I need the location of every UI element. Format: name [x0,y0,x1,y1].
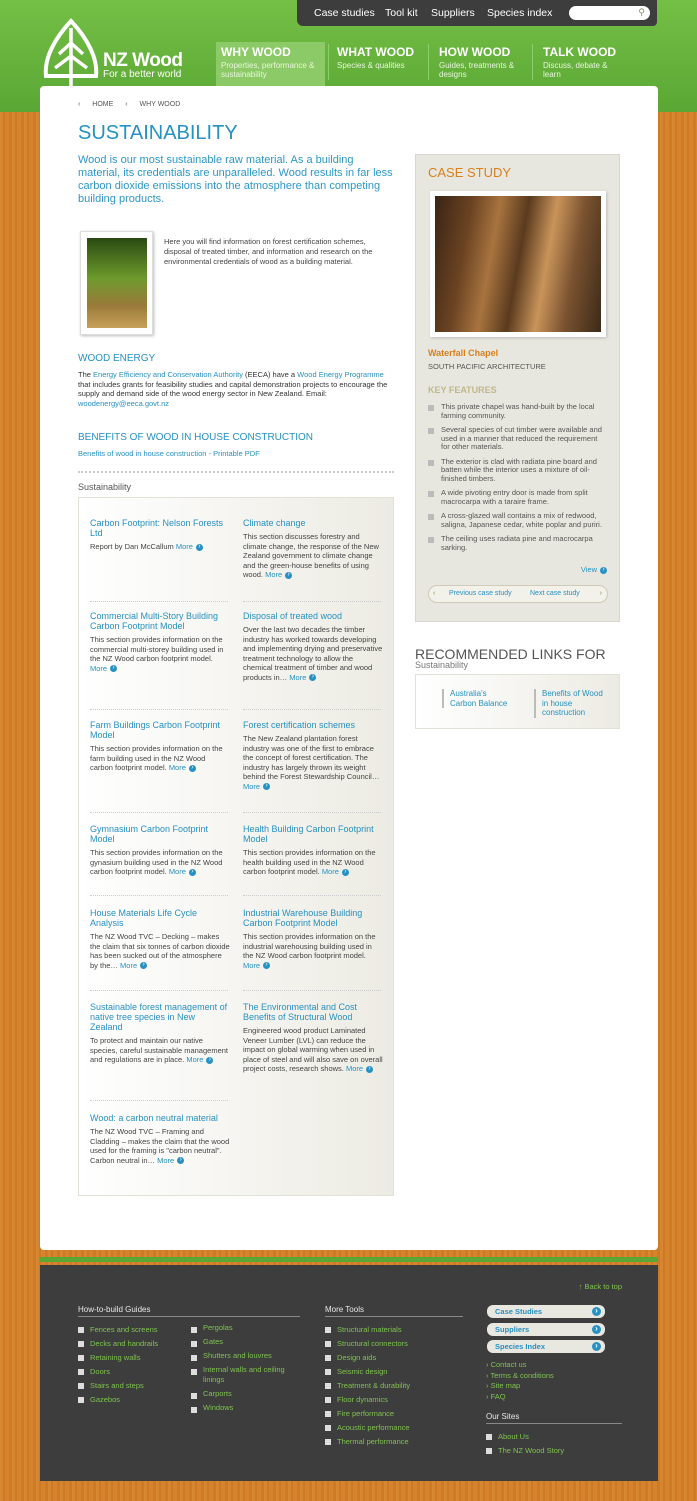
utility-bar [297,0,657,26]
feature-item: This private chapel was hand-built by the local farming community. [428,403,608,420]
topic-desc: To protect and maintain our native species, careful sustainable management and regulations are in place. More › [90,1036,230,1065]
feature-item: A cross-glazed wall contains a mix of redwood, saligna, Japanese cedar, white poplar and puriri. [428,512,608,529]
nav-what-wood[interactable] [332,42,428,87]
guide-link[interactable]: Shutters and louvres [191,1351,296,1361]
site-link[interactable]: The NZ Wood Story [486,1444,622,1458]
previous-case-study-link[interactable]: Previous case study [449,590,512,597]
topic-desc: The NZ Wood TVC – Decking – makes the claim that six tonnes of carbon dioxide has been sucked out of the atmosphere by the… More › [90,932,230,970]
sites-list [486,1430,622,1458]
recommended-link[interactable]: Benefits of Wood in house construction [534,689,604,718]
guides-list-a [78,1323,178,1407]
breadcrumb-home[interactable]: HOME [92,101,114,108]
case-study-title[interactable]: Waterfall Chapel [428,348,499,358]
nav-talk-wood-title: TALK WOOD [543,45,617,59]
topic-title[interactable]: Wood: a carbon neutral material [90,1113,218,1123]
topic-desc: The New Zealand plantation forest industry was one of the first to embrace the concept of forest certification. The industry has largely thrown its weight behind the Forest Stewardship Council… More › [243,734,383,791]
nav-why-wood[interactable] [216,42,325,87]
more-link[interactable]: More › [243,782,270,791]
logo-name[interactable]: NZ Wood [103,50,183,71]
guide-link[interactable]: Pergolas [191,1323,296,1333]
breadcrumb-chevron-icon: ‹ [125,101,128,108]
more-link[interactable]: More › [265,570,292,579]
nav-why-wood-sub: Properties, performance & sustainability [221,61,315,79]
intro-text: Wood is our most sustainable raw material. As a building material, its credentials are unparalleled. Wood results in far less carbon dioxide emissions into the atmosphere than competing building products. [78,154,393,205]
divider [90,1100,228,1101]
more-link[interactable]: More › [289,673,316,682]
topic-title[interactable]: Disposal of treated wood [243,611,343,621]
recommended-sub: Sustainability [415,660,469,670]
guide-link[interactable]: Fences and screens [78,1323,178,1337]
tool-link[interactable]: Acoustic performance [325,1421,463,1435]
case-study-pager [428,585,608,603]
case-study-heading: CASE STUDY [428,165,512,180]
breadcrumb-why-wood[interactable]: WHY WOOD [139,101,181,108]
util-case-studies[interactable]: Case studies [314,7,375,19]
topic-title[interactable]: Health Building Carbon Footprint Model [243,824,374,844]
divider [78,1316,300,1317]
more-link[interactable]: More › [346,1064,373,1073]
feature-item: Several species of cut timber were available and used in a manner that reduced the requirement for other materials. [428,426,608,452]
recommended-link[interactable]: Australia's Carbon Balance [442,689,512,708]
guide-link[interactable]: Retaining walls [78,1351,178,1365]
nav-what-wood-title: WHAT WOOD [337,45,415,59]
divider [243,895,381,896]
section-label: Sustainability [78,482,132,492]
nav-talk-wood[interactable] [538,42,628,87]
benefits-pdf-link[interactable]: Benefits of wood in house construction - Printable PDF [78,449,260,458]
guide-link[interactable]: Internal walls and ceiling linings [191,1365,296,1385]
nav-how-wood-sub: Guides, treatments & designs [439,61,515,79]
more-link[interactable]: More › [90,664,117,673]
next-case-study-link[interactable]: Next case study [530,590,580,597]
wood-energy-text [78,370,396,408]
util-tool-kit[interactable]: Tool kit [385,7,418,19]
list-item [243,1002,383,1074]
wood-energy-heading: WOOD ENERGY [78,353,156,364]
guide-link[interactable]: Gates [191,1337,296,1347]
topic-desc: Report by Dan McCallum More › [90,542,230,552]
list-item [90,1002,230,1065]
species-index-button[interactable]: Species Index › [487,1340,605,1353]
eeca-link[interactable]: Energy Efficiency and Conservation Authority [93,370,243,379]
case-studies-button[interactable]: Case Studies › [487,1305,605,1318]
footer-small-links [486,1360,554,1402]
tool-link[interactable]: Fire performance [325,1407,463,1421]
topic-desc: This section provides information on the industrial warehousing building used in the NZ Wood carbon footprint model. More › [243,932,383,970]
guides-heading: How-to-build Guides [78,1305,151,1314]
topic-title[interactable]: Industrial Warehouse Building Carbon Footprint Model [243,908,363,928]
more-link[interactable]: More › [176,542,203,551]
list-item [243,824,383,877]
topic-title[interactable]: Farm Buildings Carbon Footprint Model [90,720,221,740]
nav-how-wood[interactable] [434,42,529,87]
divider [90,895,228,896]
logo-tagline: For a better world [103,69,182,80]
recommended-heading: RECOMMENDED LINKS FOR [415,646,606,662]
back-to-top-link[interactable]: ↑ Back to top [578,1282,622,1291]
search-icon[interactable]: ⚲ [638,7,645,17]
terms-link[interactable]: › Terms & conditions [486,1370,554,1380]
topic-title[interactable]: Commercial Multi-Story Building Carbon Footprint Model [90,611,219,631]
breadcrumb [78,101,190,108]
energy-text-1: The [78,370,94,379]
breadcrumb-chevron-icon: ‹ [78,101,81,108]
tool-link[interactable]: Structural materials [325,1323,463,1337]
more-link[interactable]: More › [169,867,196,876]
more-link[interactable]: More › [186,1055,213,1064]
list-item [243,518,383,580]
topic-desc: This section provides information on the commercial multi-storey building used in the NZ Wood carbon footprint model. More › [90,635,230,673]
search-input[interactable] [569,6,650,20]
tool-link[interactable]: Seismic design [325,1365,463,1379]
email-link[interactable]: woodenergy@eeca.govt.nz [78,398,170,408]
guides-list-b [191,1323,296,1413]
footer-divider [40,1257,658,1262]
nav-why-wood-title: WHY WOOD [221,45,291,59]
wood-energy-programme-link[interactable]: Wood Energy Programme [297,370,384,379]
topic-desc: Engineered wood product Laminated Veneer Lumber (LVL) can reduce the impact on global warming when used in place of steel and will also save on overall project costs, research shows. More › [243,1026,383,1074]
recommended-links [415,674,620,729]
key-features-list [428,403,608,558]
tree-logo-icon [40,18,102,88]
page-title: SUSTAINABILITY [78,122,238,144]
topic-desc: This section provides information on the health building used in the NZ Wood carbon footprint model. More › [243,848,383,877]
list-item [243,720,383,791]
feature-item: The ceiling uses radiata pine and macrocarpa sarking. [428,535,608,552]
site-link[interactable]: About Us [486,1430,622,1444]
divider [90,990,228,991]
more-link[interactable]: More › [322,867,349,876]
benefits-heading: BENEFITS OF WOOD IN HOUSE CONSTRUCTION [78,432,314,443]
topic-title[interactable]: The Environmental and Cost Benefits of Structural Wood [243,1002,358,1022]
list-item [90,824,230,877]
util-species-index[interactable]: Species index [487,7,553,19]
list-item [243,611,383,682]
divider [243,812,381,813]
nav-divider [328,44,329,80]
divider [325,1316,463,1317]
nav-divider [428,44,429,80]
key-features-heading: KEY FEATURES [428,385,497,395]
more-link[interactable]: More › [169,763,196,772]
topic-title[interactable]: House Materials Life Cycle Analysis [90,908,198,928]
topic-title[interactable]: Sustainable forest management of native tree species in New Zealand [90,1002,228,1032]
tools-heading: More Tools [325,1305,364,1314]
energy-text-3: that includes grants for feasibility studies and capital demonstration projects to encourage the supply and demand side of the wood energy sector in New Zealand. Email: [78,379,388,398]
topic-desc: This section provides information on the farm building used in the NZ Wood carbon footprint model. More › [90,744,230,773]
list-item [90,1113,230,1165]
topic-desc: The NZ Wood TVC – Framing and Cladding – makes the claim that the wood used for the framing is "carbon neutral". Carbon neutral in… More › [90,1127,230,1165]
chevron-right-icon[interactable]: › [599,590,602,597]
more-link[interactable]: More › [120,961,147,970]
nav-what-wood-sub: Species & qualities [337,61,405,70]
divider [243,990,381,991]
feature-item: A wide pivoting entry door is made from split macrocarpa with a taraire frame. [428,489,608,506]
more-link[interactable]: More › [243,961,270,970]
list-item [243,908,383,970]
footer [40,1265,658,1481]
list-item [90,908,230,970]
divider [486,1423,622,1424]
nav-how-wood-title: HOW WOOD [439,45,511,59]
topic-title[interactable]: Climate change [243,518,306,528]
faq-link[interactable]: › FAQ [486,1391,506,1401]
tool-link[interactable]: Structural connectors [325,1337,463,1351]
more-link[interactable]: More › [157,1156,184,1165]
thumbnail-caption: Here you will find information on forest certification schemes, disposal of treated timber, and information and research on the environmental credentials of wood as a building material. [164,237,373,266]
energy-text-2: (EECA) have a [242,370,298,379]
tool-link[interactable]: Treatment & durability [325,1379,463,1393]
topic-desc: Over the last two decades the timber industry has worked towards developing and implementing drying and preservative treatment technology to allow the chemical treatment of timber and wood products in… More › [243,625,383,682]
guide-link[interactable]: Gazebos [78,1393,178,1407]
divider [90,601,228,602]
feature-item: The exterior is clad with radiata pine board and batten while the interior uses a mixture of oil-finished timbers. [428,458,608,484]
topic-title[interactable]: Gymnasium Carbon Footprint Model [90,824,209,844]
case-study-image[interactable] [430,191,606,337]
nav-divider [532,44,533,80]
divider [90,812,228,813]
suppliers-button[interactable]: Suppliers › [487,1323,605,1336]
divider [243,709,381,710]
guide-link[interactable]: Stairs and steps [78,1379,178,1393]
list-item [90,518,230,552]
chevron-left-icon[interactable]: ‹ [433,590,436,597]
util-suppliers[interactable]: Suppliers [431,7,475,19]
guide-link[interactable]: Carports [191,1389,296,1399]
case-study-architect: SOUTH PACIFIC ARCHITECTURE [428,362,546,371]
divider [90,709,228,710]
list-item [90,611,230,673]
divider [243,601,381,602]
forest-thumbnail [80,231,153,335]
case-study-panel [415,154,620,622]
case-study-view-link[interactable]: View › [581,565,607,574]
our-sites-heading: Our Sites [486,1412,520,1421]
contact-link[interactable]: › Contact us [486,1360,527,1369]
nav-talk-wood-sub: Discuss, debate & learn [543,61,608,79]
tools-list [325,1323,463,1449]
tool-link[interactable]: Thermal performance [325,1435,463,1449]
tool-link[interactable]: Design aids [325,1351,463,1365]
list-item [90,720,230,773]
topic-title[interactable]: Carbon Footprint: Nelson Forests Ltd [90,518,224,538]
guide-link[interactable]: Doors [78,1365,178,1379]
divider [78,471,394,473]
topic-title[interactable]: Forest certification schemes [243,720,356,730]
topic-desc: This section provides information on the gynasium building used in the NZ Wood carbon footprint model. More › [90,848,230,877]
sitemap-link[interactable]: › Site map [486,1381,521,1390]
guide-link[interactable]: Decks and handrails [78,1337,178,1351]
tool-link[interactable]: Floor dynamics [325,1393,463,1407]
guide-link[interactable]: Windows [191,1403,296,1413]
topic-desc: This section discusses forestry and climate change, the response of the New Zealand government to climate change and the green-house benefits of using wood. More › [243,532,383,580]
